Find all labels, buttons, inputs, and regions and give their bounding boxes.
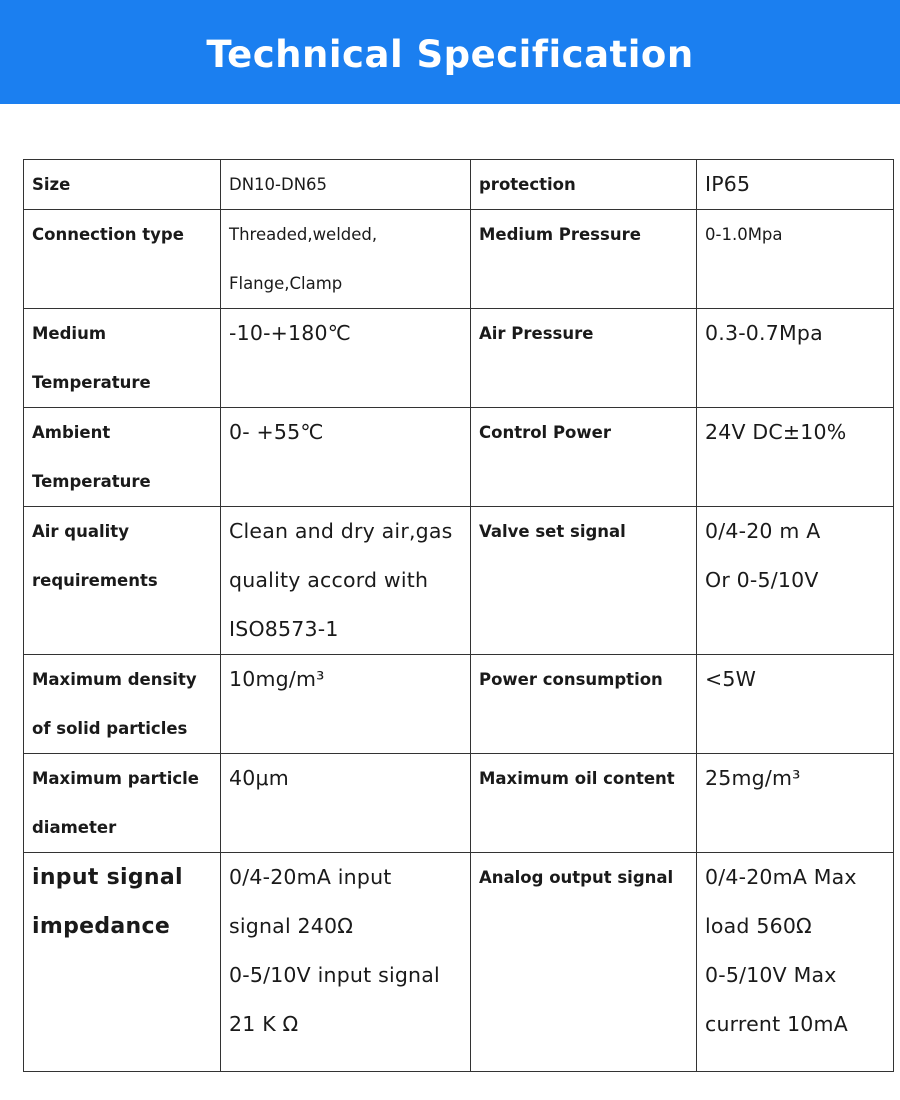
spec-value: 10mg/m³ bbox=[229, 667, 325, 691]
spec-value: 0/4-20mA input bbox=[229, 865, 392, 889]
spec-value-cell bbox=[221, 754, 471, 853]
spec-label: Ambient bbox=[32, 423, 111, 442]
spec-value: ISO8573-1 bbox=[229, 617, 339, 641]
spec-label: Maximum particle bbox=[32, 769, 199, 788]
table-row bbox=[24, 309, 894, 408]
spec-label: Connection type bbox=[32, 225, 184, 244]
spec-value: 0/4-20 m A bbox=[705, 519, 821, 543]
spec-value: 0-5/10V input signal bbox=[229, 963, 440, 987]
page-title: Technical Specification bbox=[206, 32, 694, 76]
spec-label-cell bbox=[24, 309, 221, 408]
spec-label: Air quality bbox=[32, 522, 129, 541]
spec-value-cell bbox=[697, 210, 894, 309]
spec-value: 25mg/m³ bbox=[705, 766, 801, 790]
spec-value: <5W bbox=[705, 667, 757, 691]
spec-label-cell bbox=[24, 160, 221, 210]
spec-value: 21 K Ω bbox=[229, 1012, 299, 1036]
table-row bbox=[24, 655, 894, 754]
spec-label-cell bbox=[24, 655, 221, 754]
spec-value-cell bbox=[221, 210, 471, 309]
spec-label: Power consumption bbox=[479, 670, 663, 689]
spec-label: Size bbox=[32, 175, 71, 194]
table-row bbox=[24, 754, 894, 853]
spec-value-cell bbox=[221, 853, 471, 1072]
table-row bbox=[24, 853, 894, 1072]
spec-label: impedance bbox=[32, 914, 171, 939]
spec-label: Control Power bbox=[479, 423, 611, 442]
spec-value: 0-5/10V Max bbox=[705, 963, 837, 987]
spec-value-cell bbox=[221, 655, 471, 754]
spec-label-cell bbox=[471, 754, 697, 853]
spec-label: requirements bbox=[32, 571, 158, 590]
spec-value: load 560Ω bbox=[705, 914, 812, 938]
spec-value: Clean and dry air,gas bbox=[229, 519, 453, 543]
spec-value: 0.3-0.7Mpa bbox=[705, 321, 823, 345]
spec-value: IP65 bbox=[705, 172, 751, 196]
spec-label: Air Pressure bbox=[479, 324, 594, 343]
spec-value-cell bbox=[221, 507, 471, 655]
spec-label-cell bbox=[24, 853, 221, 1072]
spec-label: protection bbox=[479, 175, 576, 194]
spec-label: Medium Pressure bbox=[479, 225, 641, 244]
spec-label: Valve set signal bbox=[479, 522, 626, 541]
spec-value: Or 0-5/10V bbox=[705, 568, 819, 592]
spec-label-cell bbox=[24, 210, 221, 309]
spec-value-cell bbox=[697, 160, 894, 210]
spec-value-cell bbox=[697, 507, 894, 655]
header-banner bbox=[0, 0, 900, 104]
spec-value: quality accord with bbox=[229, 568, 429, 592]
spec-value: Flange,Clamp bbox=[229, 274, 343, 293]
spec-value: -10-+180℃ bbox=[229, 321, 352, 345]
table-row bbox=[24, 210, 894, 309]
spec-label: input signal bbox=[32, 865, 183, 890]
spec-label-cell bbox=[471, 309, 697, 408]
spec-label: Maximum oil content bbox=[479, 769, 675, 788]
spec-value-cell bbox=[221, 309, 471, 408]
spec-value: 0-1.0Mpa bbox=[705, 225, 783, 244]
spec-label-cell bbox=[471, 210, 697, 309]
spec-label-cell bbox=[471, 853, 697, 1072]
table-row bbox=[24, 160, 894, 210]
spec-value: 0- +55℃ bbox=[229, 420, 324, 444]
spec-label: Medium bbox=[32, 324, 107, 343]
spec-value: signal 240Ω bbox=[229, 914, 354, 938]
spec-value: 40μm bbox=[229, 766, 289, 790]
spec-value-cell bbox=[697, 754, 894, 853]
spec-label: Analog output signal bbox=[479, 868, 674, 887]
spec-label: Maximum density bbox=[32, 670, 197, 689]
spec-label: Temperature bbox=[32, 472, 151, 491]
spec-label-cell bbox=[471, 408, 697, 507]
spec-label-cell bbox=[471, 655, 697, 754]
spec-label-cell bbox=[24, 408, 221, 507]
spec-label-cell bbox=[24, 507, 221, 655]
spec-label: diameter bbox=[32, 818, 117, 837]
spec-value: 24V DC±10% bbox=[705, 420, 847, 444]
spec-value: Threaded,welded, bbox=[229, 225, 378, 244]
spec-value: DN10-DN65 bbox=[229, 175, 328, 194]
spec-value-cell bbox=[697, 655, 894, 754]
spec-label-cell bbox=[24, 754, 221, 853]
spec-value: current 10mA bbox=[705, 1012, 848, 1036]
spec-value-cell bbox=[697, 853, 894, 1072]
spec-label-cell bbox=[471, 160, 697, 210]
table-row bbox=[24, 408, 894, 507]
spec-label: Temperature bbox=[32, 373, 151, 392]
spec-table bbox=[23, 159, 894, 1072]
table-row bbox=[24, 507, 894, 655]
spec-label-cell bbox=[471, 507, 697, 655]
spec-value-cell bbox=[697, 309, 894, 408]
spec-value: 0/4-20mA Max bbox=[705, 865, 857, 889]
spec-label: of solid particles bbox=[32, 719, 188, 738]
spec-value-cell bbox=[221, 160, 471, 210]
spec-value-cell bbox=[221, 408, 471, 507]
spec-value-cell bbox=[697, 408, 894, 507]
